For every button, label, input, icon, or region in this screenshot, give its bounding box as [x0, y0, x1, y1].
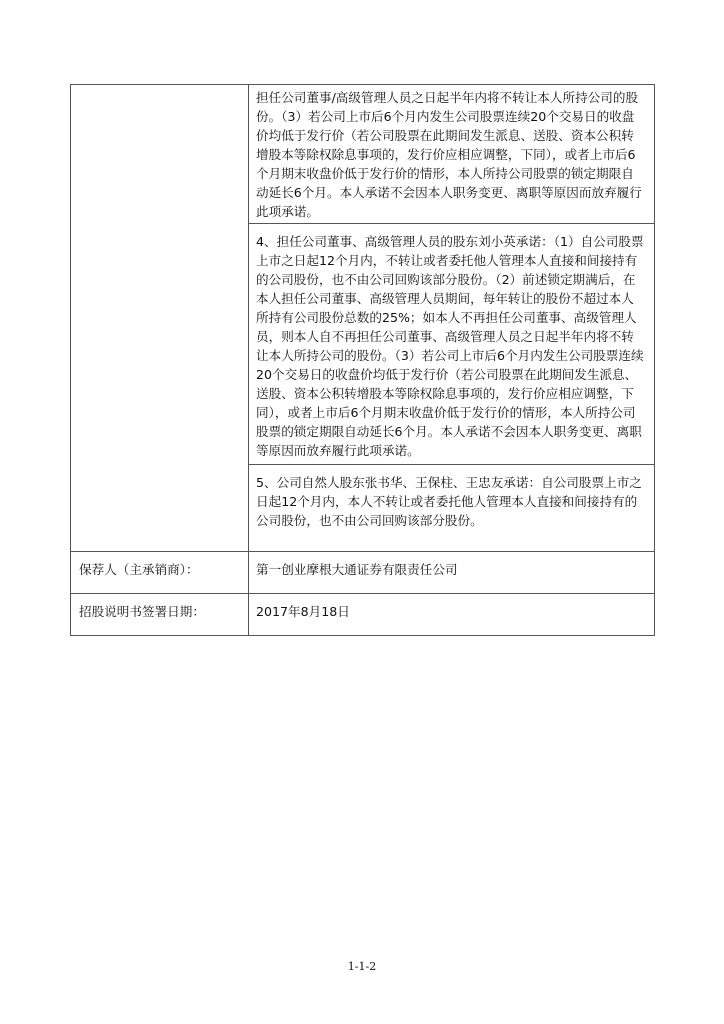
commitment-paragraph-continued: 担任公司董事/高级管理人员之日起半年内将不转让本人所持公司的股份。（3）若公司上市后6个月内发生公司股票连续20个交易日的收盘价均低于发行价（若公司股票在此期间发生派息、送股、资本公积转增股本等除权除息事项的，发行价应相应调整，下同），或者上市后6个月期末收盘价低于发行价的情形，本人所持公司股票的锁定期限自动延长6个月。本人承诺不会因本人职务变更、离职等原因而放弃履行此项承诺。: [256, 90, 642, 219]
sponsor-value: 第一创业摩根大通证券有限责任公司: [249, 552, 655, 594]
commitments-label-cell: [71, 85, 249, 552]
commitment-paragraph-4: 4、担任公司董事、高级管理人员的股东刘小英承诺：（1）自公司股票上市之日起12个月内，不转让或者委托他人管理本人直接和间接持有的公司股份，也不由公司回购该部分股份。（2）前述锁定期满后，在本人担任公司董事、高级管理人员期间，每年转让的股份不超过本人所持有公司股份总数的25%；如本人不再担任公司董事、高级管理人员，则本人自不再担任公司董事、高级管理人员之日起半年内将不转让本人所持公司的股份。（3）若公司上市后6个月内发生公司股票连续20个交易日的收盘价均低于发行价（若公司股票在此期间发生派息、送股、资本公积转增股本等除权除息事项的，发行价应相应调整，下同），或者上市后6个月期末收盘价低于发行价的情形，本人所持公司股票的锁定期限自动延长6个月。本人承诺不会因本人职务变更、离职等原因而放弃履行此项承诺。: [249, 223, 654, 464]
signing-date-label: 招股说明书签署日期：: [71, 594, 249, 636]
commitments-value-cell: [249, 85, 655, 552]
commitment-paragraph-5: 5、公司自然人股东张书华、王保柱、王忠友承诺：自公司股票上市之日起12个月内，本人不转让或者委托他人管理本人直接和间接持有的公司股份，也不由公司回购该部分股份。: [249, 464, 654, 536]
sponsor-label: 保荐人（主承销商）：: [71, 552, 249, 594]
signing-date-row: [71, 594, 655, 636]
commitments-row: [71, 85, 655, 552]
signing-date-value: 2017年8月18日: [249, 594, 655, 636]
sponsor-row: [71, 552, 655, 594]
page-number: 1-1-2: [347, 960, 377, 973]
prospectus-info-table: [70, 84, 655, 636]
